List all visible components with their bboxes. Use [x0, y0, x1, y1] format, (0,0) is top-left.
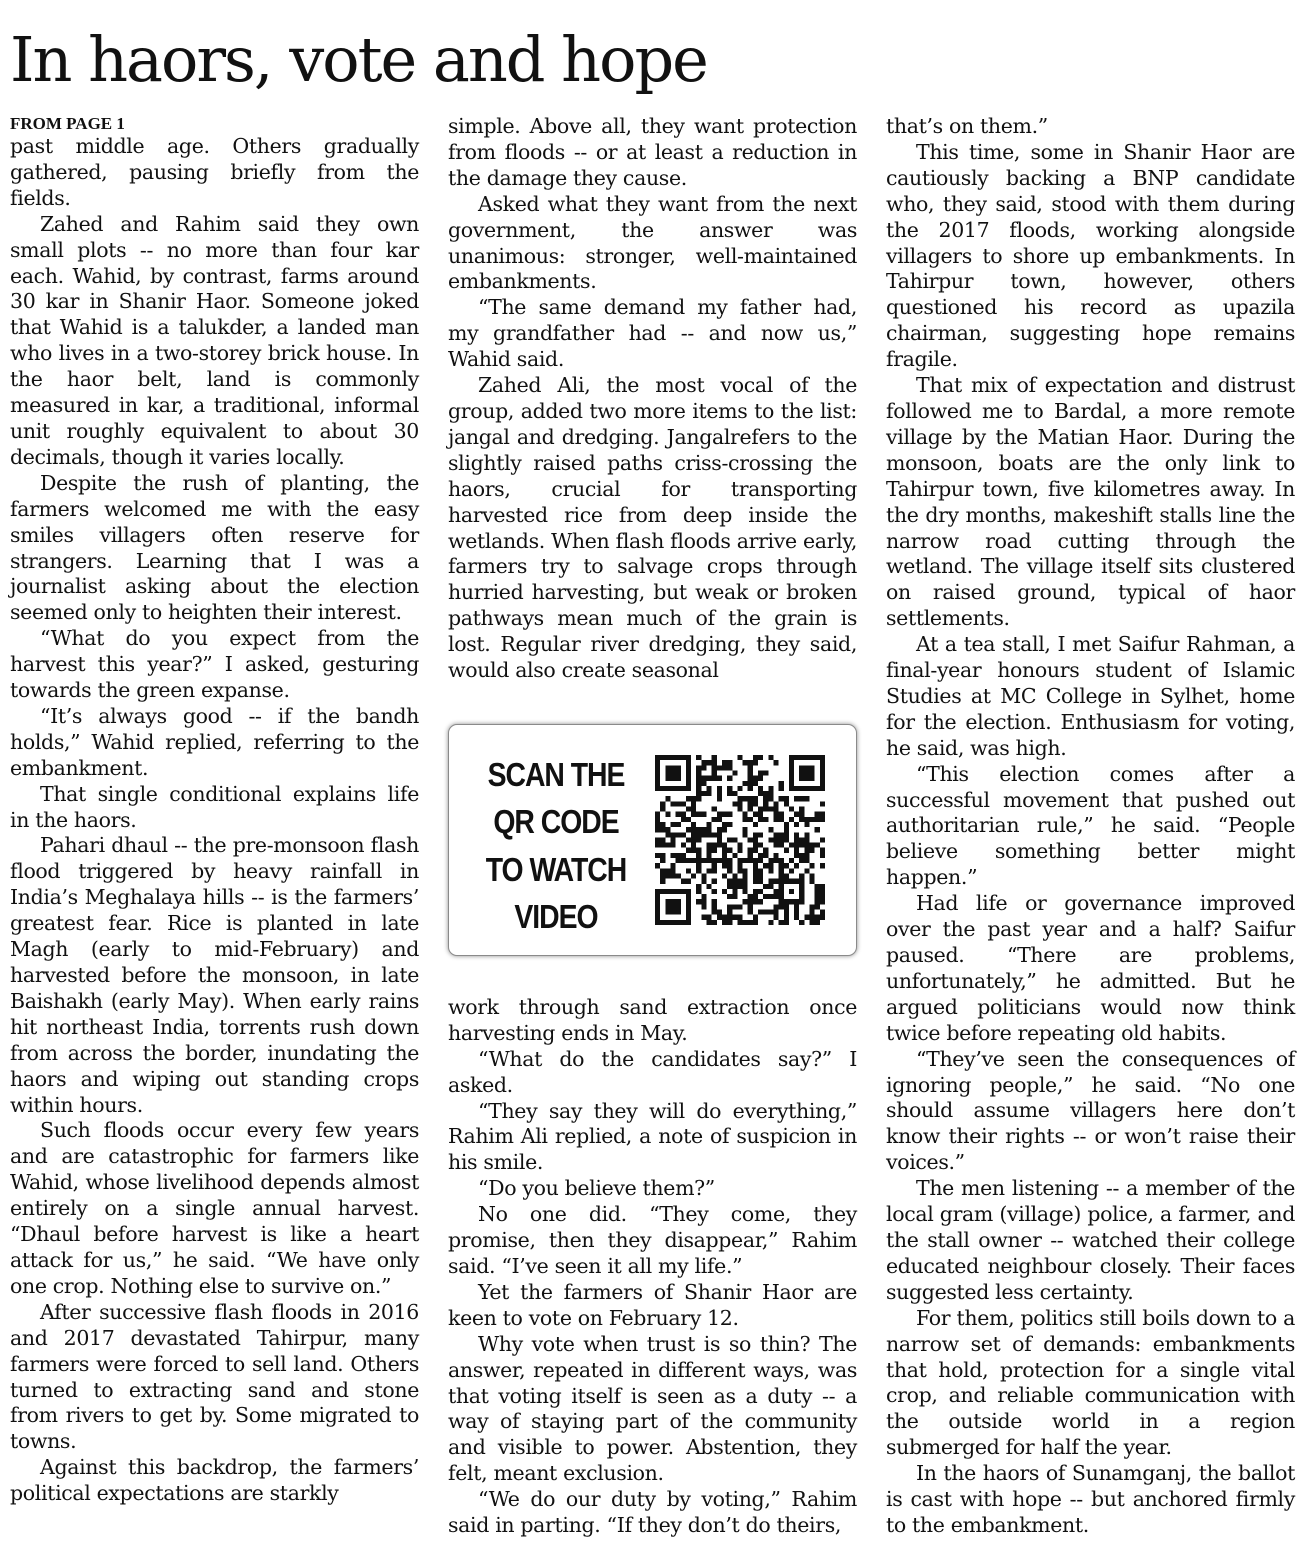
paragraph: In the haors of Sunamganj, the ballot is cast with hope -- but anchored firmly to the embankment. [886, 1461, 1295, 1537]
qr-code-icon[interactable] [655, 755, 825, 925]
kicker-from-page: FROM PAGE 1 [10, 114, 125, 133]
paragraph: Such floods occur every few years and are catastrophic for farmers like Wahid, whose livelihood depends almost entirely on a single annual harvest. “Dhaul before harvest is like a heart attack for us,” he said. “We have only one crop. Nothing else to survive on.” [10, 1118, 419, 1298]
paragraph: Why vote when trust is so thin? The answer, repeated in different ways, was that voting itself is seen as a duty -- a way of staying part of the community and visible to power. Abstention, they felt, meant exclusion. [448, 1331, 857, 1486]
paragraph: For them, politics still boils down to a narrow set of demands: embankments that hold, protection for a single vital crop, and reliable communication with the outside world in a region submerged for half the year. [886, 1305, 1295, 1460]
paragraph: that’s on them.” [886, 114, 1048, 138]
article-column-1 [10, 114, 419, 1507]
paragraph: “This election comes after a successful movement that pushed out authoritarian rule,” he said. “People believe something better might happen.” [886, 761, 1295, 890]
paragraph: “They say they will do everything,” Rahim Ali replied, a note of suspicion in his smile. [448, 1098, 857, 1175]
paragraph: “It’s always good -- if the bandh holds,” Wahid replied, referring to the embankment. [10, 703, 419, 780]
paragraph: Zahed and Rahim said they own small plots -- no more than four kar each. Wahid, by contrast, farms around 30 kar in Shanir Haor. Someone joked that Wahid is a talukder, a landed man who lives in a two-storey brick house. In the haor belt, land is commonly measured in kar, a traditional, informal unit roughly equivalent to about 30 decimals, though it varies locally. [10, 211, 419, 469]
promo-line: TO WATCH [485, 850, 627, 888]
paragraph: At a tea stall, I met Saifur Rahman, a final-year honours student of Islamic Studies at MC College in Sylhet, home for the election. Enthusiasm for voting, he said, was high. [886, 632, 1295, 760]
promo-text [464, 751, 648, 941]
paragraph: The men listening -- a member of the local gram (village) police, a farmer, and the stall owner -- watched their college educated neighbour closely. Their faces suggested less certainty. [886, 1176, 1295, 1304]
paragraph: “We do our duty by voting,” Rahim said in parting. “If they don’t do theirs, [448, 1487, 857, 1538]
paragraph: Asked what they want from the next government, the answer was unanimous: stronger, well-maintained embankments. [448, 191, 857, 294]
promo-line: VIDEO [514, 898, 598, 936]
paragraph: “What do you expect from the harvest this year?” I asked, gesturing towards the green expanse. [10, 626, 419, 703]
paragraph: Despite the rush of planting, the farmers welcomed me with the easy smiles villagers often reserve for strangers. Learning that I was a journalist asking about the election seemed only to heighten their interest. [10, 470, 419, 625]
headline: In haors, vote and hope [10, 23, 707, 96]
paragraph: That single conditional explains life in the haors. [10, 781, 419, 832]
paragraph: “Do you believe them?” [478, 1176, 715, 1201]
paragraph: work through sand extraction once harvesting ends in May. [448, 994, 857, 1045]
paragraph: No one did. “They come, they promise, then they disappear,” Rahim said. “I’ve seen it all my life.” [448, 1202, 857, 1278]
paragraph: That mix of expectation and distrust followed me to Bardal, a more remote village by the Matian Haor. During the monsoon, boats are the only link to Tahirpur town, five kilometres away. In the dry months, makeshift stalls line the narrow road cutting through the wetland. The village itself sits clustered on raised ground, typical of haor settlements. [886, 373, 1295, 631]
promo-line: QR CODE [493, 803, 619, 841]
paragraph: “The same demand my father had, my grandfather had -- and now us,” Wahid said. [448, 295, 857, 372]
paragraph: After successive flash floods in 2016 and 2017 devastated Tahirpur, many farmers were forced to sell land. Others turned to extracting sand and stone from rivers to get by. Some migrated to towns. [10, 1299, 419, 1454]
paragraph: Pahari dhaul -- the pre-monsoon flash flood triggered by heavy rainfall in India’s Meghalaya hills -- is the farmers’ greatest fear. Rice is planted in late Magh (early to mid-February) and harvested before the monsoon, in late Baishakh (early May). When early rains hit northeast India, torrents rush down from across the border, inundating the haors and wiping out standing crops within hours. [10, 833, 419, 1117]
paragraph: This time, some in Shanir Haor are cautiously backing a BNP candidate who, they said, stood with them during the 2017 floods, working alongside villagers to shore up embankments. In Tahirpur town, however, others questioned his record as upazila chairman, suggesting hope remains fragile. [886, 139, 1295, 372]
paragraph: Against this backdrop, the farmers’ political expectations are starkly [10, 1455, 419, 1506]
paragraph: Had life or governance improved over the past year and a half? Saifur paused. “There are problems, unfortunately,” he admitted. But he argued politicians would now think twice before repeating old habits. [886, 891, 1295, 1045]
promo-line: SCAN THE [487, 755, 625, 793]
paragraph: Zahed Ali, the most vocal of the group, added two more items to the list: jangal and dredging. Jangalrefers to the slightly raised paths criss-crossing the haors, crucial for transporting harvested rice from deep inside the wetlands. When flash floods arrive early, farmers try to salvage crops through hurried harvesting, but weak or broken pathways mean much of the grain is lost. Regular river dredging, they said, would also create seasonal [448, 373, 857, 683]
paragraph: simple. Above all, they want protection from floods -- or at least a reduction in the damage they cause. [448, 114, 857, 190]
paragraph: past middle age. Others gradually gathered, pausing briefly from the fields. [10, 134, 419, 210]
paragraph: Yet the farmers of Shanir Haor are keen to vote on February 12. [448, 1279, 857, 1330]
article-column-3 [886, 114, 1295, 1539]
video-qr-promo-box[interactable] [448, 724, 857, 956]
article-column-2 [448, 114, 857, 1539]
paragraph: “They’ve seen the consequences of ignoring people,” he said. “No one should assume villagers here don’t know their rights -- or won’t raise their voices.” [886, 1046, 1295, 1175]
paragraph: “What do the candidates say?” I asked. [448, 1046, 857, 1097]
